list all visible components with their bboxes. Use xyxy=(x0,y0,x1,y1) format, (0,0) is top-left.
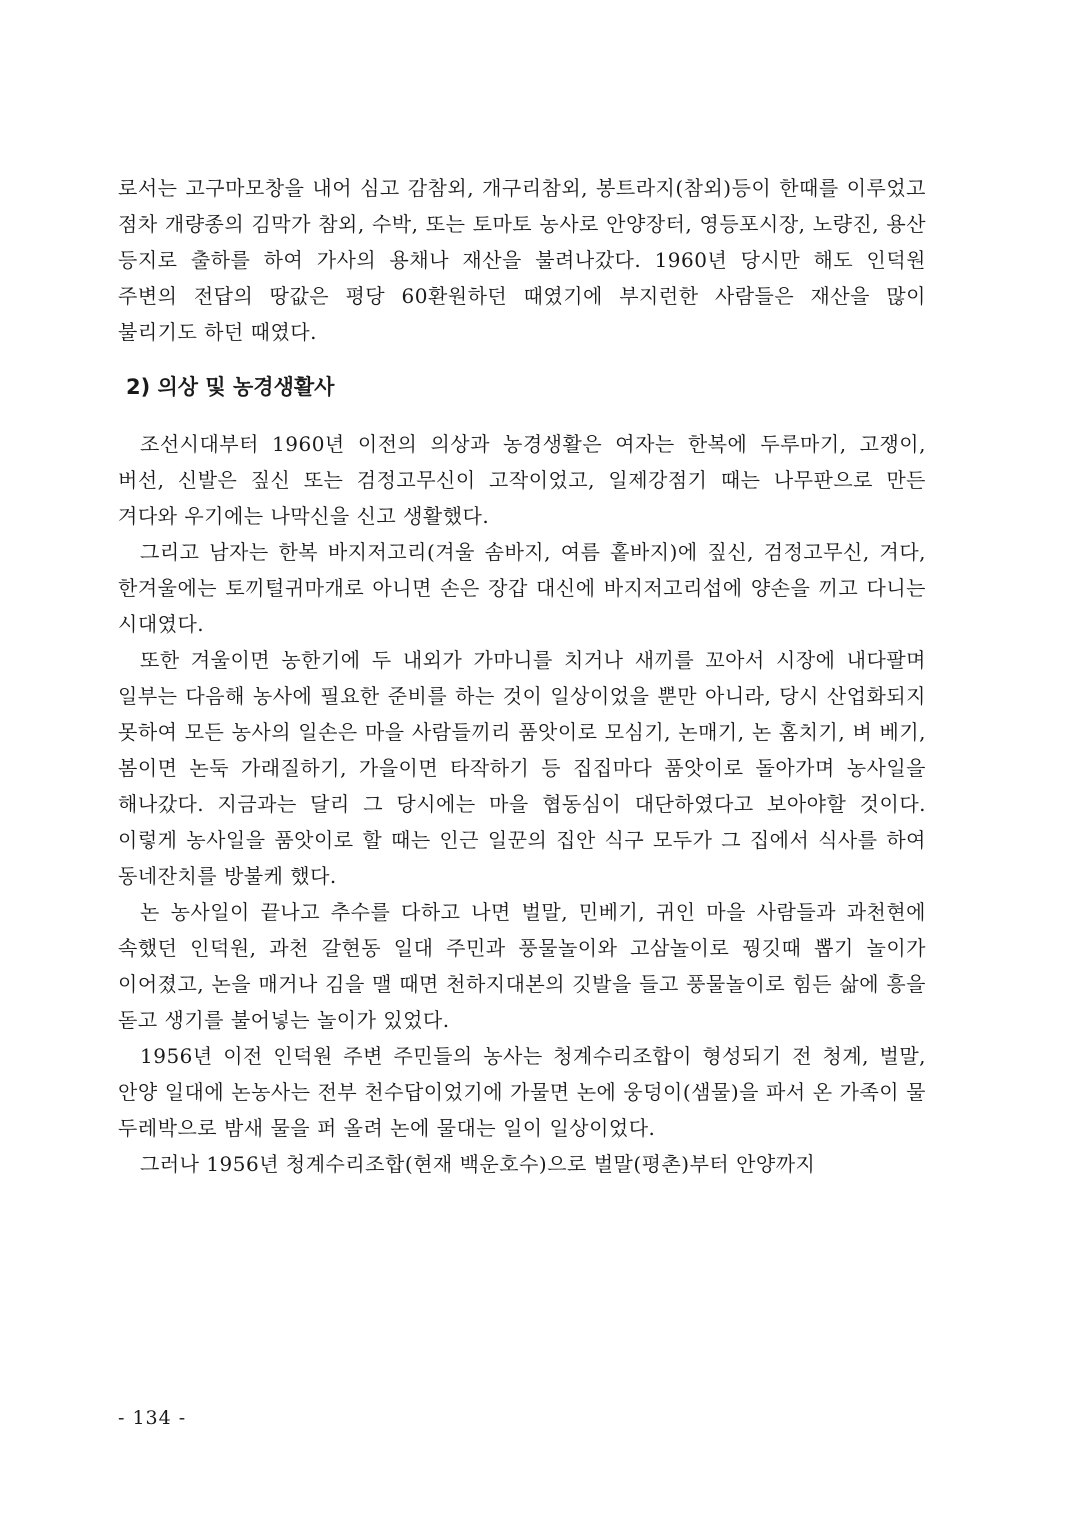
paragraph: 그러나 1956년 청계수리조합(현재 백운호수)으로 벌말(평촌)부터 안양까지 xyxy=(140,1152,816,1176)
page-number: - 134 - xyxy=(118,1407,187,1429)
paragraph: 그리고 남자는 한복 바지저고리(겨울 솜바지, 여름 홑바지)에 짚신, 검정고무신, 겨다, 한겨울에는 토끼털귀마개로 아니면 손은 장갑 대신에 바지저고리섭에 양손을 끼고 다니는 시대였다. xyxy=(118,540,926,636)
paragraph: 또한 겨울이면 농한기에 두 내외가 가마니를 치거나 새끼를 꼬아서 시장에 내다팔며 일부는 다음해 농사에 필요한 준비를 하는 것이 일상이었을 뿐만 아니라, 당시 산업화되지 못하여 모든 농사의 일손은 마을 사람들끼리 품앗이로 모심기, 논매기, 논 홈치기, 벼 베기, 봄이면 논둑 가래질하기, 가을이면 타작하기 등 집집마다 품앗이로 돌아가며 농사일을 해나갔다. 지금과는 달리 그 당시에는 마을 협동심이 대단하였다고 보아야할 것이다. 이렇게 농사일을 품앗이로 할 때는 인근 일꾼의 집안 식구 모두가 그 집에서 식사를 하여 동네잔치를 방불케 했다. xyxy=(118,648,926,888)
paragraph: 1956년 이전 인덕원 주변 주민들의 농사는 청계수리조합이 형성되기 전 청계, 벌말, 안양 일대에 논농사는 전부 천수답이었기에 가물면 논에 웅덩이(샘물)을 파서 온 가족이 물 두레박으로 밤새 물을 퍼 올려 논에 물대는 일이 일상이었다. xyxy=(118,1044,926,1140)
paragraph-continuation: 로서는 고구마모창을 내어 심고 감참외, 개구리참외, 봉트라지(참외)등이 한때를 이루었고 점차 개량종의 김막가 참외, 수박, 또는 토마토 농사로 안양장터, 영등포시장, 노량진, 용산 등지로 출하를 하여 가사의 용채나 재산을 불려나갔다. 1960년 당시만 해도 인덕원 주변의 전답의 땅값은 평당 60환원하던 때였기에 부지런한 사람들은 재산을 많이 불리기도 하던 때였다. xyxy=(118,176,926,344)
body-text xyxy=(118,170,926,1182)
paragraph: 논 농사일이 끝나고 추수를 다하고 나면 벌말, 민베기, 귀인 마을 사람들과 과천현에 속했던 인덕원, 과천 갈현동 일대 주민과 풍물놀이와 고삼놀이로 꿩깃때 뽑기 놀이가 이어졌고, 논을 매거나 김을 맬 때면 천하지대본의 깃발을 들고 풍물놀이로 힘든 삶에 흥을 돋고 생기를 불어넣는 놀이가 있었다. xyxy=(118,900,926,1032)
paragraph: 조선시대부터 1960년 이전의 의상과 농경생활은 여자는 한복에 두루마기, 고쟁이, 버선, 신발은 짚신 또는 검정고무신이 고작이었고, 일제강점기 때는 나무판으로 만든 겨다와 우기에는 나막신을 신고 생활했다. xyxy=(118,432,926,528)
section-heading: 2) 의상 및 농경생활사 xyxy=(126,375,335,399)
